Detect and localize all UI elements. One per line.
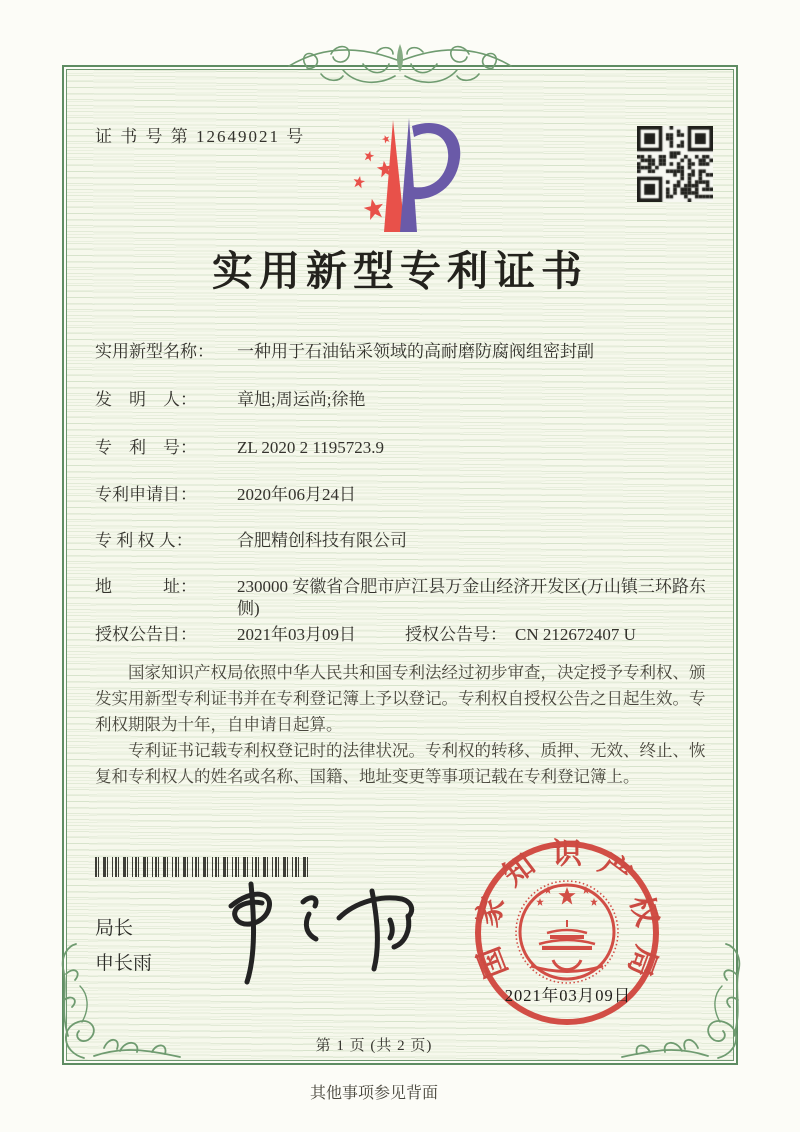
- field-value: 一种用于石油钻采领域的高耐磨防腐阀组密封副: [237, 342, 594, 361]
- field-label: 实用新型名称：: [95, 342, 214, 361]
- top-flourish-ornament: [285, 36, 515, 94]
- logo-purple-bowl: [406, 123, 460, 199]
- field-label: 专利申请日：: [95, 485, 197, 504]
- grant-number-value: CN 212672407 U: [515, 625, 636, 644]
- field-filing-date: [95, 484, 707, 506]
- page-number: 第 1 页 (共 2 页): [315, 1038, 433, 1054]
- legal-statement: [95, 660, 707, 790]
- seal-agency-text: 国家知识产权局: [471, 837, 664, 983]
- qr-code: [637, 126, 713, 202]
- field-label: 专 利 权 人：: [95, 531, 193, 550]
- field-label: 专 利 号：: [95, 438, 197, 457]
- field-value: 2020年06月24日: [237, 485, 356, 504]
- commissioner-name: 申长雨: [95, 953, 153, 974]
- grant-number-label: 授权公告号：: [405, 625, 507, 644]
- footer-note: 其他事项参见背面: [309, 1085, 438, 1102]
- certificate-title: 实用新型专利证书: [212, 248, 588, 294]
- field-value: 合肥精创科技有限公司: [237, 531, 407, 550]
- commissioner-signature: [205, 876, 415, 988]
- field-patentee: [95, 530, 707, 552]
- document-barcode: [95, 857, 309, 877]
- legal-paragraph-1: 国家知识产权局依照中华人民共和国专利法经过初步审查，决定授予专利权、颁发实用新型专利证书并在专利登记簿上予以登记。专利权自授权公告之日起生效。专利权期限为十年，自申请日起算。: [95, 663, 706, 734]
- commissioner-title: 局长: [95, 918, 134, 939]
- certificate-number: 证 书 号 第 12649021 号: [95, 127, 306, 146]
- grant-seal-date: 2021年03月09日: [504, 986, 632, 1005]
- field-value: 230000 安徽省合肥市庐江县万金山经济开发区(万山镇三环路东侧): [237, 577, 706, 618]
- field-value: ZL 2020 2 1195723.9: [237, 438, 385, 457]
- field-label: 地 址：: [95, 577, 197, 596]
- seal-national-emblem: [516, 881, 618, 983]
- field-grant-announcement: [95, 624, 707, 646]
- field-patent-number: [95, 437, 707, 459]
- legal-paragraph-2: 专利证书记载专利权登记时的法律状况。专利权的转移、质押、无效、终止、恢复和专利权人的姓名或名称、国籍、地址变更等事项记载在专利登记簿上。: [95, 741, 706, 786]
- field-address: [95, 576, 707, 620]
- field-label: 发 明 人：: [95, 390, 197, 409]
- field-inventors: [95, 389, 707, 411]
- grant-date-value: 2021年03月09日: [237, 625, 356, 644]
- field-value: 章旭;周运尚;徐艳: [237, 390, 366, 409]
- field-utility-model-name: [95, 341, 707, 363]
- grant-date-label: 授权公告日：: [95, 625, 197, 644]
- cnipa-logo-icon: [336, 116, 466, 234]
